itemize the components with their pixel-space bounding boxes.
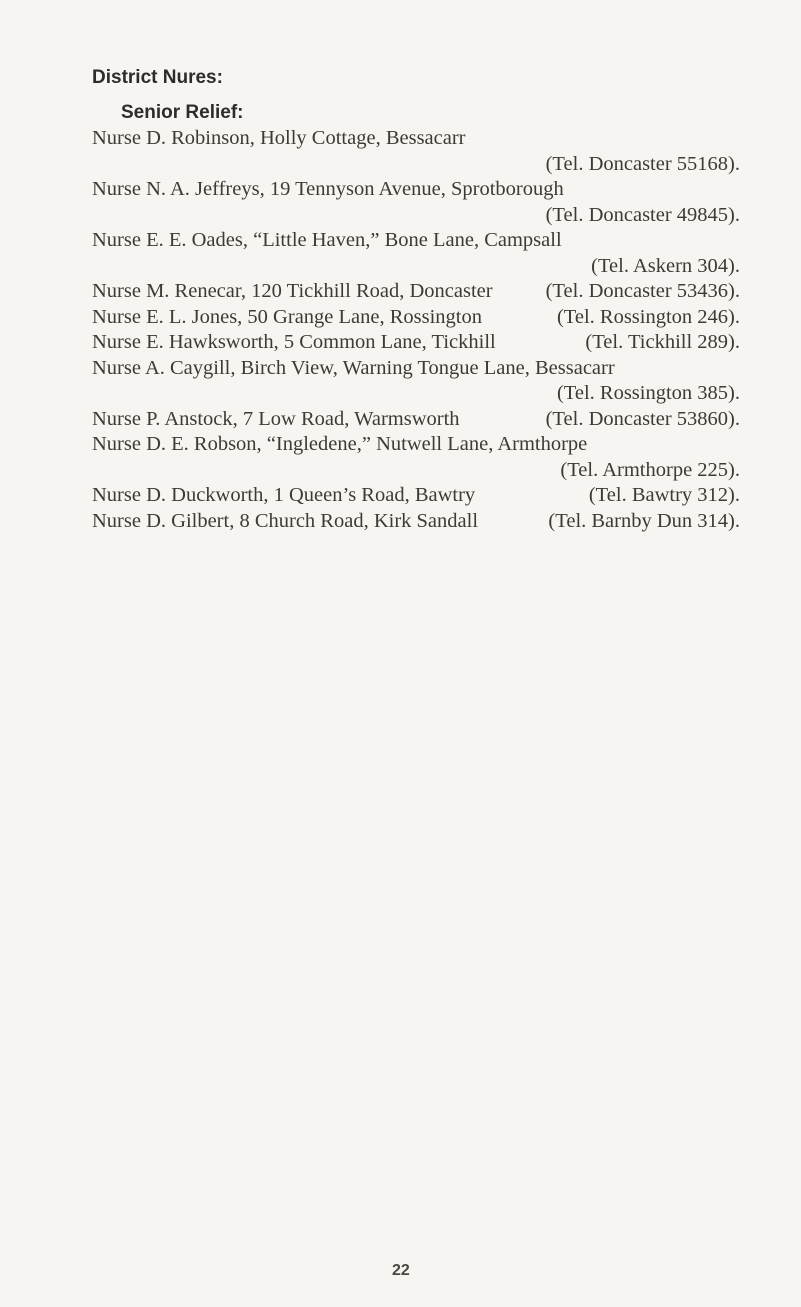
nurse-name-address: Nurse D. E. Robson, “Ingledene,” Nutwell Lane, Armthorpe — [92, 433, 588, 455]
nurse-name-address: Nurse M. Renecar, 120 Tickhill Road, Doncaster — [92, 280, 493, 302]
nurse-name-address: Nurse D. Duckworth, 1 Queen’s Road, Bawtry — [92, 484, 476, 506]
nurse-name-address: Nurse D. Robinson, Holly Cottage, Bessacarr — [92, 127, 466, 149]
nurse-name-address: Nurse E. Hawksworth, 5 Common Lane, Tickhill — [92, 331, 496, 353]
nurse-name-address: Nurse E. L. Jones, 50 Grange Lane, Rossington — [92, 305, 483, 328]
nurse-entry — [92, 177, 740, 228]
nurse-entry — [92, 356, 740, 407]
nurse-telephone: (Tel. Tickhill 289). — [585, 331, 740, 353]
nurse-name-address: Nurse N. A. Jeffreys, 19 Tennyson Avenue, Sprotborough — [92, 178, 564, 200]
nurse-telephone: (Tel. Rossington 385). — [556, 382, 740, 404]
nurse-telephone: (Tel. Doncaster 55168). — [545, 152, 740, 175]
nurse-entry — [92, 126, 740, 177]
nurse-entry — [92, 228, 740, 279]
section-heading: District Nures: — [92, 67, 223, 88]
nurse-entry — [92, 305, 740, 331]
nurse-entry — [92, 407, 740, 433]
nurse-entry — [92, 509, 740, 535]
nurse-list — [92, 126, 740, 534]
nurse-entry — [92, 432, 740, 483]
nurse-telephone: (Tel. Rossington 246). — [556, 305, 740, 328]
nurse-name-address: Nurse D. Gilbert, 8 Church Road, Kirk Sandall — [92, 509, 479, 532]
page-number: 22 — [392, 1262, 410, 1279]
nurse-name-address: Nurse A. Caygill, Birch View, Warning Tongue Lane, Bessacarr — [92, 356, 615, 379]
nurse-telephone: (Tel. Barnby Dun 314). — [548, 509, 740, 532]
nurse-telephone: (Tel. Doncaster 53860). — [545, 407, 740, 430]
nurse-name-address: Nurse E. E. Oades, “Little Haven,” Bone Lane, Campsall — [92, 229, 562, 251]
nurse-telephone: (Tel. Askern 304). — [591, 254, 740, 277]
nurse-entry — [92, 483, 740, 509]
nurse-entry — [92, 330, 740, 356]
nurse-telephone: (Tel. Bawtry 312). — [588, 484, 740, 506]
nurse-telephone: (Tel. Armthorpe 225). — [560, 458, 740, 481]
subsection-heading: Senior Relief: — [121, 102, 244, 123]
nurse-entry — [92, 279, 740, 305]
nurse-telephone: (Tel. Doncaster 49845). — [545, 203, 740, 226]
nurse-telephone: (Tel. Doncaster 53436). — [545, 280, 740, 302]
nurse-name-address: Nurse P. Anstock, 7 Low Road, Warmsworth — [92, 407, 460, 430]
